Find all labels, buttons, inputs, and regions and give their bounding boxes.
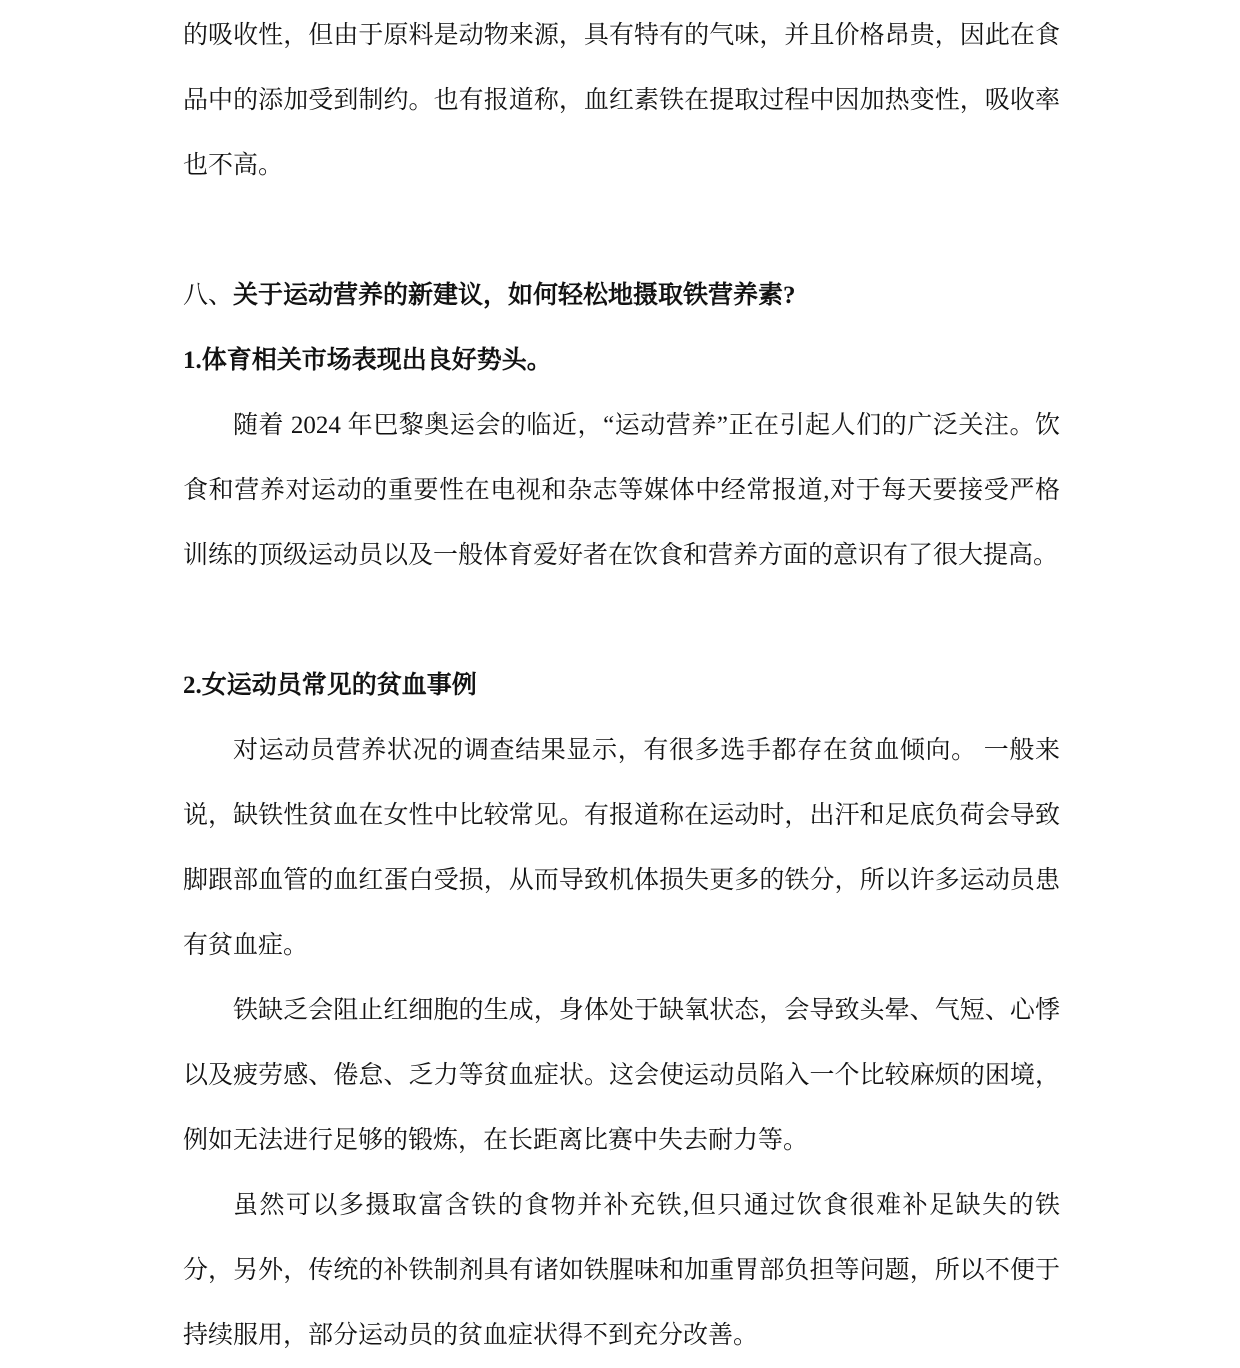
paragraph: 随着 2024 年巴黎奥运会的临近，“运动营养”正在引起人们的广泛关注。饮食和营养对运动的重要性在电视和杂志等媒体中经常报道,对于每天要接受严格训练的顶级运动员以及一般体育爱好者在饮食和营养方面的意识有了很大提高。 [183, 412, 1060, 569]
subsection-heading-2 [183, 653, 1060, 718]
subsection-heading-2-text: 女运动员常见的贫血事例 [201, 672, 477, 699]
subsection-heading-1 [183, 328, 1060, 393]
section-heading-text: 关于运动营养的新建议，如何轻松地摄取铁营养素? [233, 282, 796, 309]
section-heading-number: 八、 [183, 282, 234, 309]
subsection-heading-1-text: 体育相关市场表现出良好势头。 [201, 347, 552, 374]
paragraph: 铁缺乏会阻止红细胞的生成，身体处于缺氧状态，会导致头晕、气短、心悸以及疲劳感、倦怠、乏力等贫血症状。这会使运动员陷入一个比较麻烦的困境，例如无法进行足够的锻炼，在长距离比赛中失去耐力等。 [183, 997, 1060, 1154]
paragraph: 对运动员营养状况的调查结果显示，有很多选手都存在贫血倾向。 一般来说，缺铁性贫血在女性中比较常见。有报道称在运动时，出汗和足底负荷会导致脚跟部血管的血红蛋白受损，从而导致机体损失更多的铁分，所以许多运动员患有贫血症。 [183, 737, 1060, 959]
paragraph: 虽然可以多摄取富含铁的食物并补充铁,但只通过饮食很难补足缺失的铁分，另外，传统的补铁制剂具有诸如铁腥味和加重胃部负担等问题，所以不便于持续服用，部分运动员的贫血症状得不到充分改善。 [183, 1192, 1060, 1349]
subsection-heading-1-number: 1. [183, 347, 202, 374]
section-heading [183, 263, 1060, 328]
paragraph-continuation: 的吸收性，但由于原料是动物来源，具有特有的气味，并且价格昂贵，因此在食品中的添加受到制约。也有报道称，血红素铁在提取过程中因加热变性，吸收率也不高。 [183, 22, 1060, 179]
subsection-heading-2-number: 2. [183, 672, 202, 699]
